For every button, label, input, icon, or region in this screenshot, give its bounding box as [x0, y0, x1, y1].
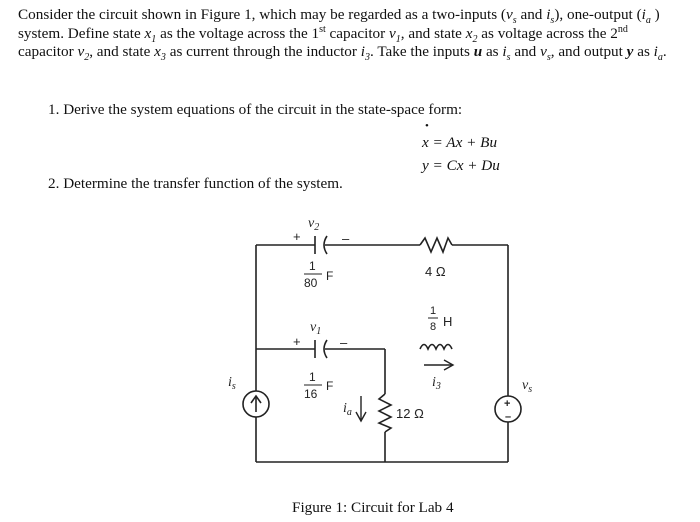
intro-segment: a — [645, 15, 651, 27]
resistor-4-ohm — [420, 238, 452, 252]
intro-segment: y — [626, 43, 634, 61]
r1-label: 4 Ω — [425, 264, 446, 279]
output-equation: y = Cx + Du — [422, 157, 500, 174]
intro-segment: , and output — [550, 43, 627, 61]
state-equation-text: x = Ax + Bu — [422, 134, 498, 151]
c1-unit: F — [326, 379, 334, 393]
c1-denominator: 16 — [304, 387, 318, 401]
vs-minus: – — [505, 411, 512, 423]
intro-segment: ) system. Define state — [18, 6, 660, 42]
question-1: 1. Derive the system equations of the circuit in the state-space form: — [48, 101, 463, 118]
c2-unit: F — [326, 269, 334, 283]
vs-label: $v_s$ — [522, 378, 533, 395]
intro-segment: as — [633, 43, 654, 61]
intro-segment: 1 — [395, 33, 401, 45]
inductor-denominator: 8 — [430, 321, 437, 333]
v1-minus: – — [340, 335, 348, 350]
inductor-unit: H — [443, 314, 453, 329]
intro-segment: , and state — [400, 24, 466, 42]
intro-segment: . Take the inputs — [370, 43, 474, 61]
vs-plus: + — [504, 398, 511, 410]
intro-segment: as voltage across the 2 — [477, 24, 618, 42]
c2-numerator: 1 — [309, 259, 316, 273]
intro-segment: capacitor — [325, 24, 389, 42]
intro-segment: 2 — [472, 33, 478, 45]
intro-segment: as the voltage across the 1 — [156, 24, 320, 42]
intro-segment: 1 — [151, 33, 157, 45]
intro-segment: and — [510, 43, 541, 61]
intro-segment: v — [506, 6, 513, 23]
ia-label: $i_a$ — [343, 401, 352, 418]
ia-arrow — [356, 396, 366, 421]
intro-segment: s — [546, 52, 551, 64]
intro-segment: v — [540, 43, 547, 61]
inductor-numerator: 1 — [430, 305, 437, 317]
intro-segment: and — [516, 6, 547, 23]
v2-label: $v_2$ — [308, 216, 320, 233]
c1-numerator: 1 — [309, 370, 316, 384]
intro-segment: , and state — [89, 43, 155, 61]
v1-plus: + — [293, 334, 301, 349]
intro-segment: nd — [617, 23, 628, 35]
v2-minus: – — [342, 231, 350, 246]
intro-segment: i — [546, 6, 551, 23]
c2-denominator: 80 — [304, 276, 318, 290]
i3-arrow — [424, 360, 453, 370]
intro-segment: i — [502, 43, 507, 61]
question-2: 2. Determine the transfer function of the system. — [48, 175, 343, 192]
intro-segment: 2 — [84, 52, 90, 64]
intro-segment: ), one-output ( — [554, 6, 642, 23]
intro-segment: s — [512, 15, 517, 27]
intro-segment: capacitor — [18, 43, 78, 61]
derivative-dot: • — [425, 120, 429, 132]
intro-segment: s — [506, 52, 511, 64]
intro-segment: . — [662, 43, 667, 61]
resistor-12-ohm — [379, 394, 391, 432]
intro-segment: s — [550, 15, 555, 27]
intro-segment: st — [319, 23, 326, 35]
intro-segment: a — [657, 52, 663, 64]
intro-segment: u — [473, 43, 483, 61]
intro-segment: x — [154, 43, 161, 61]
intro-segment: v — [77, 43, 85, 61]
current-source-is — [243, 391, 269, 417]
inductor — [420, 345, 452, 350]
figure-caption: Figure 1: Circuit for Lab 4 — [292, 499, 454, 516]
intro-segment: 3 — [365, 52, 370, 64]
intro-segment: 3 — [160, 52, 166, 64]
intro-segment: as current through the inductor — [165, 43, 361, 61]
intro-segment: x — [144, 24, 152, 42]
intro-segment: v — [389, 24, 396, 42]
r2-label: 12 Ω — [396, 406, 424, 421]
intro-segment: as — [482, 43, 503, 61]
i3-label: $i_3$ — [432, 375, 441, 392]
intro-segment: i — [360, 43, 365, 61]
intro-segment: x — [465, 24, 473, 42]
intro-segment: i — [653, 43, 658, 61]
intro-segment: Consider the circuit shown in Figure 1, which may be regarded as a two-inputs ( — [18, 6, 506, 23]
v2-plus: + — [293, 229, 301, 244]
intro-segment: i — [641, 6, 646, 23]
is-label: $i_s$ — [228, 375, 236, 392]
v1-label: $v_1$ — [310, 320, 322, 337]
